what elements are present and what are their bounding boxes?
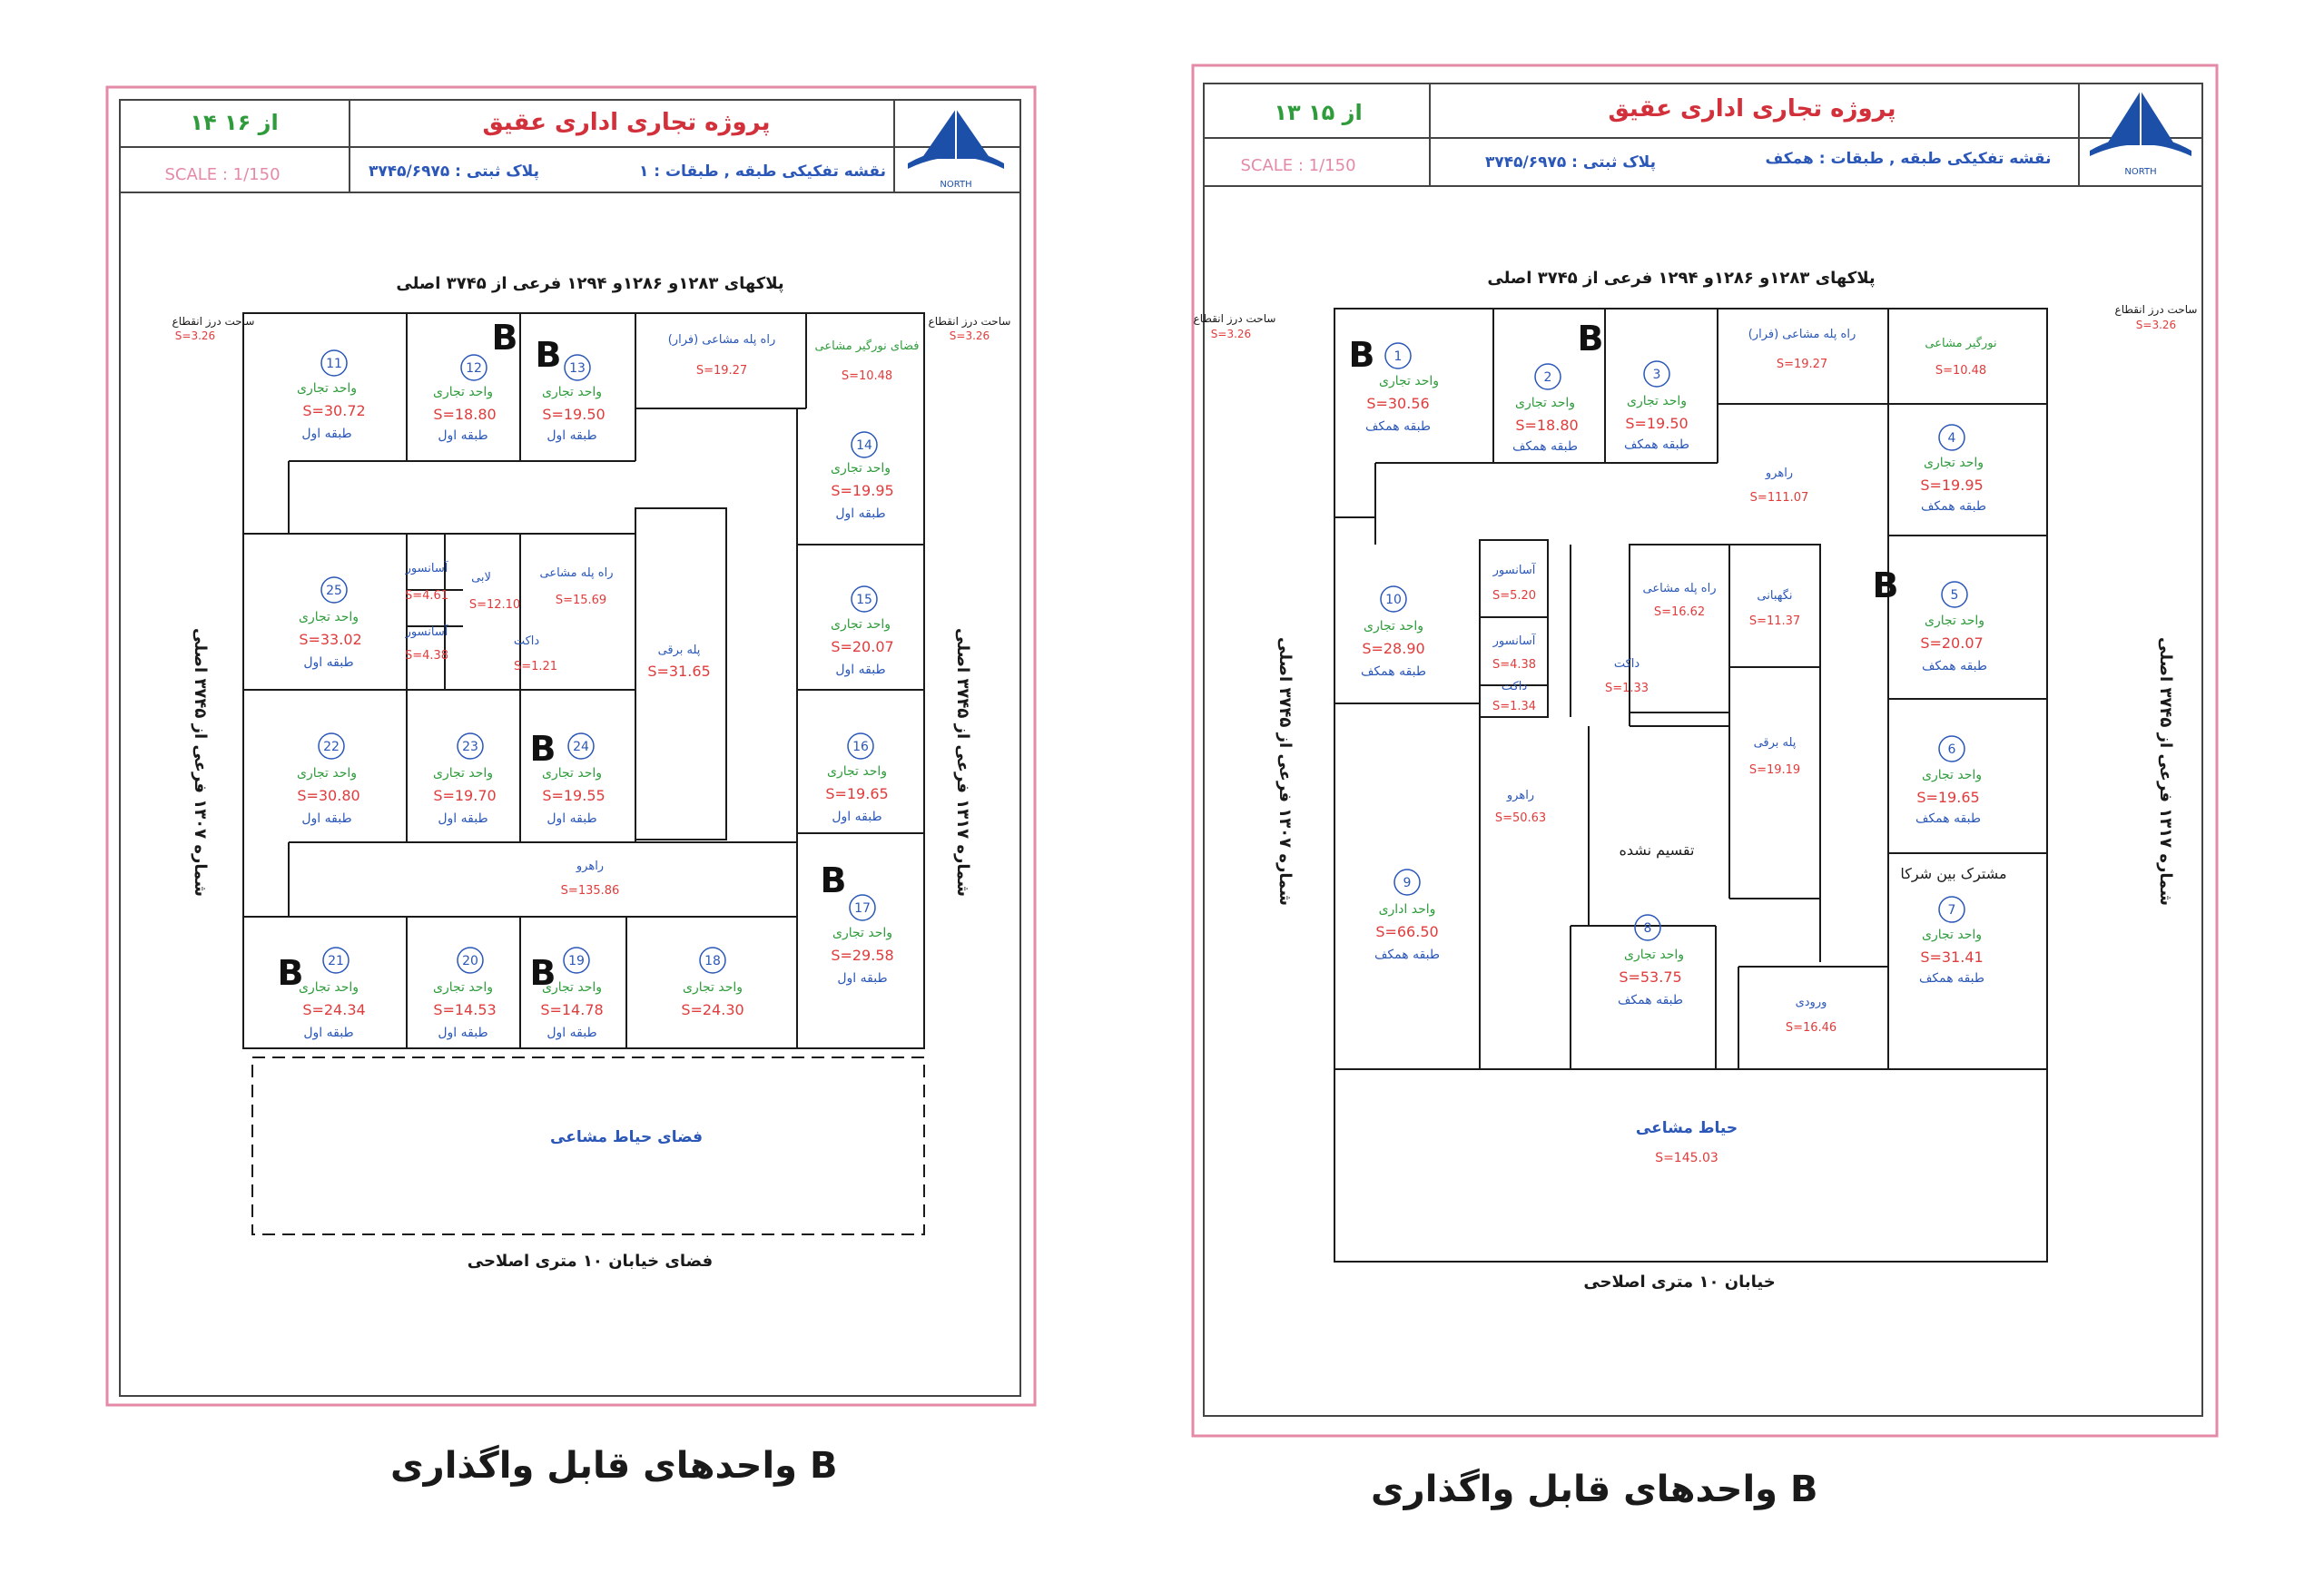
svg-text:7: 7 [1947, 903, 1956, 918]
svg-text:S=20.07: S=20.07 [831, 638, 894, 655]
svg-text:S=18.80: S=18.80 [433, 406, 497, 423]
svg-text:پله برقی: پله برقی [1753, 736, 1797, 750]
left-neighbor-east: شماره ۱۳۱۷ فرعی از ۳۷۴۵ اصلی [953, 628, 972, 897]
svg-text:طبقه همکف: طبقه همکف [1920, 499, 1987, 514]
svg-text:طبقه اول: طبقه اول [547, 1026, 597, 1040]
svg-text:پله برقی: پله برقی [657, 644, 701, 657]
shared-note-label: مشترک بین شرکا [1900, 865, 2007, 882]
right-unit-labels [1361, 343, 1987, 1007]
right-yard-label: حیاط مشاعی [1635, 1119, 1738, 1137]
svg-text:طبقه همکف: طبقه همکف [1360, 664, 1427, 679]
svg-text:آسانسور: آسانسور [1492, 634, 1536, 648]
left-plaque: پلاک ثبتی : ۳۷۴۵/۶۹۷۵ [369, 162, 539, 181]
svg-text:S=18.80: S=18.80 [1515, 417, 1579, 434]
svg-text:15: 15 [856, 593, 872, 607]
svg-text:S=31.65: S=31.65 [647, 663, 711, 680]
svg-text:طبقه اول: طبقه اول [547, 428, 597, 443]
svg-text:راهرو: راهرو [1506, 789, 1535, 802]
svg-text:25: 25 [326, 584, 342, 598]
svg-text:S=50.63: S=50.63 [1494, 811, 1547, 825]
svg-text:S=16.46: S=16.46 [1785, 1021, 1837, 1035]
right-page-label: ۱۳ از ۱۵ [1274, 100, 1363, 125]
right-corner-note-left-s: S=3.26 [1210, 328, 1252, 340]
svg-text:S=19.19: S=19.19 [1748, 763, 1801, 777]
svg-text:S=12.10: S=12.10 [468, 598, 521, 612]
right-corner-note-right: ساحت درز انقطاع [2114, 303, 2198, 316]
right-yard-area: S=145.03 [1655, 1151, 1718, 1165]
svg-text:S=53.75: S=53.75 [1619, 968, 1682, 986]
svg-text:داکت: داکت [1613, 657, 1640, 671]
svg-text:واحد تجاری: واحد تجاری [1921, 768, 1983, 782]
svg-text:واحد تجاری: واحد تجاری [432, 980, 494, 995]
right-plan-sheet [1171, 0, 2315, 1452]
svg-text:S=4.38: S=4.38 [404, 649, 449, 663]
svg-text:24: 24 [573, 740, 589, 754]
svg-text:طبقه اول: طبقه اول [835, 663, 886, 677]
svg-text:واحد تجاری: واحد تجاری [1623, 948, 1685, 962]
svg-text:واحد تجاری: واحد تجاری [1626, 394, 1688, 408]
svg-text:آسانسور: آسانسور [405, 562, 448, 575]
svg-text:14: 14 [856, 438, 872, 453]
svg-text:راهرو: راهرو [576, 860, 605, 873]
svg-text:16: 16 [852, 740, 869, 754]
svg-text:S=4.61: S=4.61 [404, 589, 449, 603]
svg-text:19: 19 [568, 954, 585, 968]
svg-text:ورودی: ورودی [1795, 996, 1827, 1009]
svg-text:طبقه اول: طبقه اول [837, 971, 888, 986]
right-plots-line: پلاکهای ۱۲۸۳و ۱۲۸۶و ۱۲۹۴ فرعی از ۳۷۴۵ اصلی [1487, 269, 1876, 288]
svg-text:S=15.69: S=15.69 [555, 594, 607, 607]
right-corner-note-left: ساحت درز انقطاع [1193, 312, 1276, 325]
svg-text:1: 1 [1393, 349, 1403, 364]
svg-text:20: 20 [462, 954, 478, 968]
svg-text:S=1.21: S=1.21 [513, 660, 558, 673]
svg-text:واحد تجاری: واحد تجاری [682, 980, 743, 995]
svg-text:واحد تجاری: واحد تجاری [1363, 619, 1424, 634]
b-marker: B [491, 318, 518, 358]
svg-text:S=19.95: S=19.95 [1920, 477, 1984, 494]
svg-text:آسانسور: آسانسور [405, 625, 448, 639]
svg-text:طبقه همکف: طبقه همکف [1623, 437, 1690, 452]
svg-text:S=19.55: S=19.55 [542, 787, 606, 804]
left-plots-line: پلاکهای ۱۲۸۳و ۱۲۸۶و ۱۲۹۴ فرعی از ۳۷۴۵ اصلی [396, 274, 784, 293]
b-marker: B [1577, 319, 1604, 359]
svg-text:واحد تجاری: واحد تجاری [1514, 396, 1576, 410]
svg-text:واحد تجاری: واحد تجاری [541, 980, 603, 995]
svg-text:S=24.30: S=24.30 [681, 1001, 744, 1018]
svg-text:S=33.02: S=33.02 [299, 631, 362, 648]
left-neighbor-west: شماره ۱۳۰۷ فرعی از ۳۷۴۵ اصلی [191, 628, 210, 897]
svg-text:واحد تجاری: واحد تجاری [541, 385, 603, 399]
svg-text:8: 8 [1643, 921, 1652, 936]
svg-text:واحد تجاری: واحد تجاری [1921, 928, 1983, 942]
right-north-label: NORTH [2124, 167, 2157, 177]
svg-text:واحد تجاری: واحد تجاری [432, 766, 494, 781]
svg-text:S=30.72: S=30.72 [302, 402, 366, 419]
svg-text:5: 5 [1950, 588, 1959, 603]
svg-text:داکت: داکت [1501, 680, 1528, 693]
svg-text:طبقه اول: طبقه اول [301, 811, 352, 826]
svg-text:واحد تجاری: واحد تجاری [826, 764, 888, 779]
svg-text:طبقه اول: طبقه اول [303, 1026, 354, 1040]
svg-text:طبقه اول: طبقه اول [438, 1026, 488, 1040]
svg-text:واحد تجاری: واحد تجاری [541, 766, 603, 781]
right-plan-drawing [1171, 0, 2315, 1452]
left-plan-drawing [0, 0, 1117, 1416]
b-marker: B [1872, 565, 1899, 605]
svg-text:واحد تجاری: واحد تجاری [298, 980, 359, 995]
svg-text:نورگیر مشاعی: نورگیر مشاعی [1925, 337, 1997, 350]
svg-text:S=1.33: S=1.33 [1604, 682, 1649, 695]
svg-text:S=30.80: S=30.80 [297, 787, 360, 804]
left-page-label: ۱۴ از ۱۶ [190, 110, 279, 135]
svg-text:9: 9 [1403, 876, 1412, 890]
svg-text:طبقه اول: طبقه اول [301, 427, 352, 441]
left-scale: SCALE : 1/150 [164, 165, 281, 184]
right-scale: SCALE : 1/150 [1240, 156, 1356, 175]
right-floor-line: نقشه تفکیکی طبقه , طبقات : همکف [1765, 150, 2052, 168]
svg-text:S=19.27: S=19.27 [695, 364, 748, 378]
right-corner-note-right-s: S=3.26 [2135, 319, 2177, 331]
svg-text:آسانسور: آسانسور [1492, 564, 1536, 577]
b-marker: B [277, 953, 304, 993]
svg-text:11: 11 [326, 357, 342, 371]
svg-text:S=4.38: S=4.38 [1492, 658, 1537, 672]
svg-text:طبقه اول: طبقه اول [835, 506, 886, 521]
b-marker: B [529, 729, 556, 769]
svg-text:18: 18 [704, 954, 721, 968]
svg-text:S=11.37: S=11.37 [1748, 614, 1801, 628]
svg-text:6: 6 [1947, 742, 1956, 757]
left-inner-frame [120, 100, 1020, 1396]
svg-text:طبقه همکف: طبقه همکف [1512, 439, 1579, 454]
svg-text:S=19.50: S=19.50 [1625, 415, 1689, 432]
svg-text:نگهبانی: نگهبانی [1757, 589, 1793, 603]
svg-text:S=5.20: S=5.20 [1492, 589, 1537, 603]
svg-text:طبقه همکف: طبقه همکف [1364, 419, 1432, 434]
svg-text:S=19.95: S=19.95 [831, 482, 894, 499]
svg-text:واحد تجاری: واحد تجاری [1923, 456, 1984, 470]
svg-text:راه پله مشاعی (فرار): راه پله مشاعی (فرار) [667, 333, 776, 347]
right-plaque: پلاک ثبتی : ۳۷۴۵/۶۹۷۵ [1485, 153, 1656, 172]
svg-text:S=10.48: S=10.48 [1935, 364, 1987, 378]
svg-text:S=19.65: S=19.65 [825, 785, 889, 802]
svg-text:راهرو: راهرو [1765, 467, 1794, 480]
svg-text:طبقه همکف: طبقه همکف [1918, 971, 1985, 986]
svg-text:17: 17 [854, 901, 871, 916]
left-caption: B واحدهای قابل واگذاری [390, 1445, 838, 1487]
svg-text:واحد تجاری: واحد تجاری [432, 385, 494, 399]
left-corner-note-right: ساحت درز انقطاع [928, 315, 1011, 328]
left-corner-note-right-s: S=3.26 [949, 329, 990, 342]
svg-text:فضای نورگیر مشاعی: فضای نورگیر مشاعی [814, 339, 920, 353]
right-project-title: پروژه تجاری اداری عقیق [1608, 95, 1896, 123]
right-neighbor-west: شماره ۱۳۰۷ فرعی از ۳۷۴۵ اصلی [1275, 637, 1295, 906]
svg-text:S=19.50: S=19.50 [542, 406, 606, 423]
svg-text:S=19.65: S=19.65 [1916, 789, 1980, 806]
svg-text:طبقه اول: طبقه اول [438, 811, 488, 826]
right-caption: B واحدهای قابل واگذاری [1371, 1469, 1818, 1510]
svg-text:S=20.07: S=20.07 [1920, 634, 1984, 652]
right-street-label: خیابان ۱۰ متری اصلاحی [1583, 1273, 1776, 1292]
undivided-label: تقسیم نشده [1619, 841, 1695, 859]
svg-text:S=19.70: S=19.70 [433, 787, 497, 804]
svg-text:راه پله مشاعی: راه پله مشاعی [1642, 582, 1717, 595]
svg-text:راه پله مشاعی: راه پله مشاعی [539, 566, 614, 580]
svg-text:واحد تجاری: واحد تجاری [1924, 614, 1985, 628]
svg-text:4: 4 [1947, 431, 1956, 446]
svg-text:واحد اداری: واحد اداری [1378, 902, 1436, 917]
svg-text:راه پله مشاعی (فرار): راه پله مشاعی (فرار) [1748, 328, 1856, 341]
left-corner-note-left: ساحت درز انقطاع [172, 315, 255, 328]
svg-text:2: 2 [1543, 370, 1552, 385]
svg-text:S=24.34: S=24.34 [302, 1001, 366, 1018]
svg-text:3: 3 [1652, 368, 1661, 382]
left-project-title: پروژه تجاری اداری عقیق [482, 109, 771, 136]
svg-text:12: 12 [466, 361, 482, 376]
svg-text:S=30.56: S=30.56 [1366, 395, 1430, 412]
svg-text:طبقه اول: طبقه اول [547, 811, 597, 826]
svg-text:واحد تجاری: واحد تجاری [830, 461, 891, 476]
svg-text:S=66.50: S=66.50 [1375, 923, 1439, 940]
svg-text:طبقه همکف: طبقه همکف [1374, 948, 1441, 962]
svg-text:S=10.48: S=10.48 [841, 369, 893, 383]
svg-text:21: 21 [328, 954, 344, 968]
svg-text:داکت: داکت [513, 634, 540, 648]
svg-text:طبقه همکف: طبقه همکف [1921, 659, 1988, 673]
svg-text:10: 10 [1385, 593, 1402, 607]
svg-text:طبقه همکف: طبقه همکف [1915, 811, 1982, 826]
b-marker: B [529, 953, 556, 993]
svg-text:S=14.78: S=14.78 [540, 1001, 604, 1018]
left-north-logo-icon [908, 107, 1004, 172]
svg-text:واحد تجاری: واحد تجاری [1378, 374, 1440, 388]
svg-text:S=111.07: S=111.07 [1749, 491, 1809, 505]
svg-text:S=1.34: S=1.34 [1492, 700, 1537, 713]
left-street-label: فضای خیابان ۱۰ متری اصلاحی [467, 1252, 714, 1271]
svg-text:S=31.41: S=31.41 [1920, 948, 1984, 966]
svg-text:لابی: لابی [471, 571, 491, 585]
svg-text:S=16.62: S=16.62 [1653, 605, 1706, 619]
svg-text:S=14.53: S=14.53 [433, 1001, 497, 1018]
svg-text:واحد تجاری: واحد تجاری [296, 766, 358, 781]
svg-text:واحد تجاری: واحد تجاری [296, 381, 358, 396]
b-marker: B [535, 335, 562, 375]
right-neighbor-east: شماره ۱۳۱۷ فرعی از ۳۷۴۵ اصلی [2156, 637, 2175, 906]
svg-text:طبقه اول: طبقه اول [303, 655, 354, 670]
svg-text:طبقه اول: طبقه اول [832, 810, 882, 824]
svg-text:واحد تجاری: واحد تجاری [832, 926, 893, 940]
b-marker: B [820, 860, 847, 900]
left-plan-sheet [0, 0, 1117, 1416]
svg-text:S=28.90: S=28.90 [1362, 640, 1425, 657]
svg-text:S=19.27: S=19.27 [1776, 358, 1828, 371]
svg-text:واحد تجاری: واحد تجاری [830, 617, 891, 632]
svg-text:طبقه اول: طبقه اول [438, 428, 488, 443]
left-unit-labels [297, 350, 894, 1040]
left-north-label: NORTH [940, 180, 972, 190]
b-marker: B [1348, 335, 1375, 375]
svg-text:13: 13 [569, 361, 586, 376]
svg-text:23: 23 [462, 740, 478, 754]
svg-text:22: 22 [323, 740, 340, 754]
svg-text:طبقه همکف: طبقه همکف [1617, 993, 1684, 1007]
svg-text:S=135.86: S=135.86 [560, 884, 620, 898]
left-corner-note-left-s: S=3.26 [174, 329, 216, 342]
left-yard-label: فضای حیاط مشاعی [550, 1128, 703, 1146]
svg-text:واحد تجاری: واحد تجاری [298, 610, 359, 624]
left-floor-line: نقشه تفکیکی طبقه , طبقات : ۱ [638, 162, 887, 181]
right-north-logo-icon [2090, 89, 2191, 160]
svg-text:S=29.58: S=29.58 [831, 947, 894, 964]
